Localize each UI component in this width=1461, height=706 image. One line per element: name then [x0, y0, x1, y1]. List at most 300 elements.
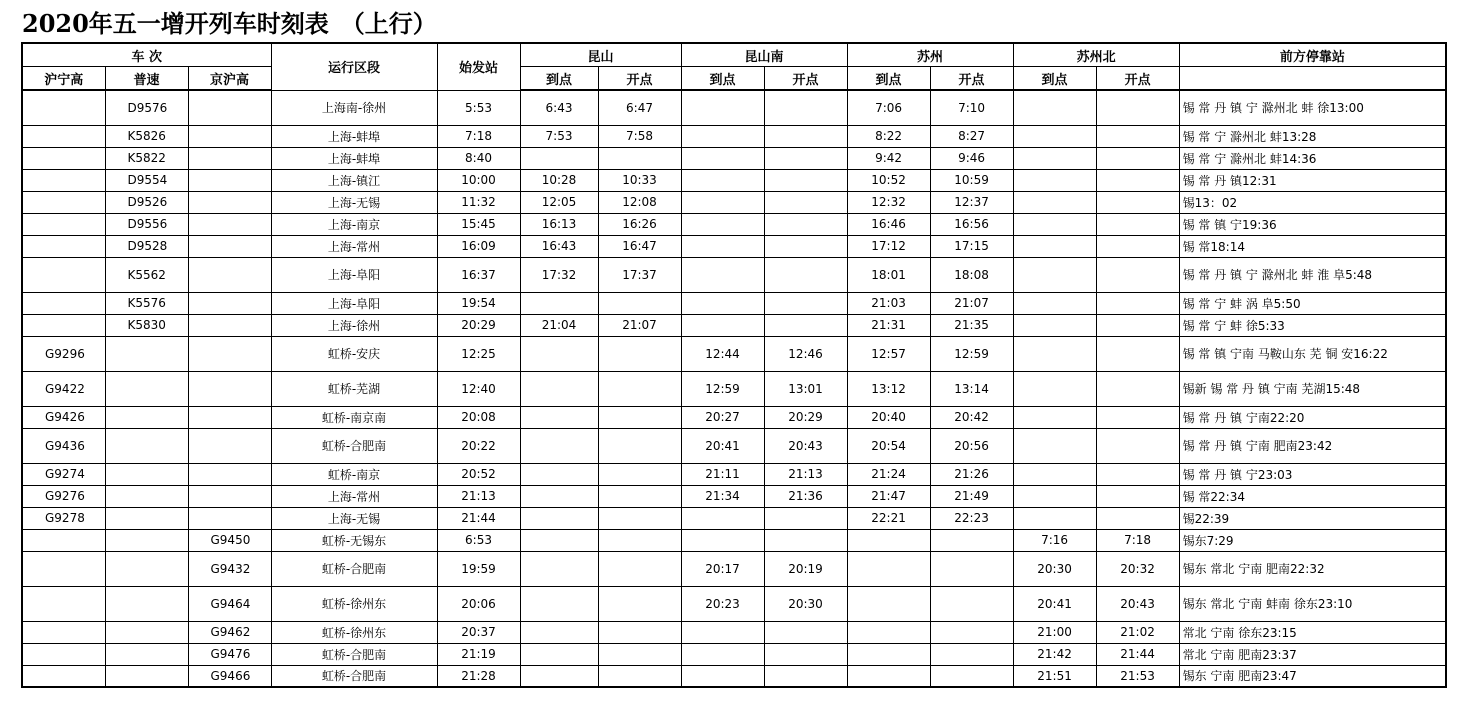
cell-origin-time: 10:00 [437, 169, 520, 191]
cell-suzhou-depart: 20:42 [930, 406, 1013, 428]
cell-suzhoubei-arrive [1013, 169, 1096, 191]
cell-suzhou-depart: 13:14 [930, 371, 1013, 406]
cell-suzhoubei-arrive: 20:30 [1013, 551, 1096, 586]
cell-kunshan-arrive: 21:04 [520, 314, 598, 336]
cell-next-stops: 锡 常18:14 [1179, 235, 1446, 257]
cell-route: 虹桥-徐州东 [271, 621, 437, 643]
cell-kunshan-arrive [520, 406, 598, 428]
cell-suzhou-depart [930, 529, 1013, 551]
cell-suzhou-arrive: 9:42 [847, 147, 930, 169]
cell-kunshan-depart [598, 406, 681, 428]
cell-kunshan-arrive [520, 147, 598, 169]
header-route: 运行区段 [271, 43, 437, 90]
cell-kunshannan-depart [764, 643, 847, 665]
cell-route: 上海-无锡 [271, 507, 437, 529]
cell-next-stops: 锡13：02 [1179, 191, 1446, 213]
table-row [22, 463, 1446, 485]
cell-next-stops: 锡 常22:34 [1179, 485, 1446, 507]
cell-pu-su-train [105, 371, 188, 406]
cell-suzhoubei-arrive [1013, 257, 1096, 292]
cell-jing-hu-gao-train [188, 235, 271, 257]
header-depart: 开点 [764, 67, 847, 91]
cell-kunshannan-arrive: 20:23 [681, 586, 764, 621]
cell-suzhoubei-depart: 21:02 [1096, 621, 1179, 643]
cell-suzhoubei-arrive [1013, 235, 1096, 257]
cell-hu-ning-gao-train [22, 292, 105, 314]
cell-origin-time: 20:52 [437, 463, 520, 485]
cell-kunshan-depart [598, 428, 681, 463]
cell-suzhoubei-depart [1096, 406, 1179, 428]
cell-suzhoubei-arrive: 21:51 [1013, 665, 1096, 687]
cell-next-stops: 锡东 常北 宁南 肥南22:32 [1179, 551, 1446, 586]
cell-kunshan-depart: 17:37 [598, 257, 681, 292]
cell-suzhou-arrive [847, 643, 930, 665]
cell-suzhou-arrive: 7:06 [847, 90, 930, 125]
cell-pu-su-train [105, 463, 188, 485]
cell-suzhoubei-depart [1096, 485, 1179, 507]
cell-suzhou-depart: 21:35 [930, 314, 1013, 336]
cell-kunshan-arrive [520, 621, 598, 643]
cell-next-stops: 锡东7:29 [1179, 529, 1446, 551]
cell-hu-ning-gao-train: G9278 [22, 507, 105, 529]
cell-kunshannan-arrive [681, 643, 764, 665]
cell-next-stops: 锡 常 镇 宁南 马鞍山东 芜 铜 安16:22 [1179, 336, 1446, 371]
cell-suzhou-depart: 20:56 [930, 428, 1013, 463]
page-title: 2020年五一增开列车时刻表 （上行） [22, 9, 437, 38]
cell-kunshan-arrive: 16:43 [520, 235, 598, 257]
cell-jing-hu-gao-train [188, 371, 271, 406]
cell-hu-ning-gao-train [22, 586, 105, 621]
cell-route: 虹桥-安庆 [271, 336, 437, 371]
cell-suzhoubei-depart [1096, 90, 1179, 125]
cell-origin-time: 5:53 [437, 90, 520, 125]
cell-suzhoubei-depart [1096, 257, 1179, 292]
cell-kunshannan-depart [764, 169, 847, 191]
header-station-kunshannan: 昆山南 [681, 43, 847, 67]
cell-kunshannan-arrive: 20:41 [681, 428, 764, 463]
cell-next-stops: 锡 常 镇 宁19:36 [1179, 213, 1446, 235]
cell-origin-time: 20:08 [437, 406, 520, 428]
cell-route: 上海-无锡 [271, 191, 437, 213]
cell-suzhoubei-depart [1096, 235, 1179, 257]
cell-pu-su-train [105, 529, 188, 551]
cell-suzhoubei-depart [1096, 125, 1179, 147]
cell-kunshan-arrive [520, 586, 598, 621]
cell-suzhou-depart: 22:23 [930, 507, 1013, 529]
header-depart: 开点 [598, 67, 681, 91]
cell-suzhoubei-arrive [1013, 90, 1096, 125]
cell-hu-ning-gao-train [22, 551, 105, 586]
cell-suzhoubei-arrive [1013, 213, 1096, 235]
cell-kunshannan-depart [764, 125, 847, 147]
cell-pu-su-train [105, 586, 188, 621]
cell-route: 虹桥-徐州东 [271, 586, 437, 621]
cell-suzhou-depart: 21:49 [930, 485, 1013, 507]
cell-suzhou-depart: 21:26 [930, 463, 1013, 485]
table-row [22, 235, 1446, 257]
cell-origin-time: 12:40 [437, 371, 520, 406]
cell-suzhoubei-depart [1096, 336, 1179, 371]
cell-jing-hu-gao-train [188, 336, 271, 371]
cell-origin-time: 15:45 [437, 213, 520, 235]
cell-pu-su-train [105, 665, 188, 687]
cell-kunshannan-arrive: 20:27 [681, 406, 764, 428]
cell-route: 上海-镇江 [271, 169, 437, 191]
cell-suzhoubei-arrive: 7:16 [1013, 529, 1096, 551]
cell-jing-hu-gao-train: G9476 [188, 643, 271, 665]
cell-origin-time: 21:19 [437, 643, 520, 665]
cell-route: 虹桥-无锡东 [271, 529, 437, 551]
cell-kunshannan-depart: 20:30 [764, 586, 847, 621]
cell-suzhou-depart: 17:15 [930, 235, 1013, 257]
cell-kunshan-depart [598, 147, 681, 169]
cell-next-stops: 常北 宁南 肥南23:37 [1179, 643, 1446, 665]
cell-suzhou-depart [930, 551, 1013, 586]
cell-kunshannan-arrive [681, 257, 764, 292]
cell-kunshannan-depart: 20:43 [764, 428, 847, 463]
cell-route: 上海-南京 [271, 213, 437, 235]
cell-suzhoubei-arrive [1013, 485, 1096, 507]
cell-kunshannan-depart [764, 90, 847, 125]
table-row [22, 257, 1446, 292]
cell-jing-hu-gao-train [188, 314, 271, 336]
cell-kunshannan-arrive: 21:34 [681, 485, 764, 507]
cell-kunshan-depart: 7:58 [598, 125, 681, 147]
cell-suzhou-arrive: 16:46 [847, 213, 930, 235]
cell-jing-hu-gao-train [188, 257, 271, 292]
cell-next-stops: 锡 常 丹 镇 宁南 肥南23:42 [1179, 428, 1446, 463]
cell-suzhoubei-arrive [1013, 147, 1096, 169]
cell-route: 上海-常州 [271, 235, 437, 257]
cell-suzhoubei-arrive [1013, 191, 1096, 213]
cell-origin-time: 19:59 [437, 551, 520, 586]
cell-route: 虹桥-南京南 [271, 406, 437, 428]
cell-pu-su-train: K5830 [105, 314, 188, 336]
cell-next-stops: 锡 常 丹 镇 宁23:03 [1179, 463, 1446, 485]
cell-suzhou-arrive [847, 665, 930, 687]
cell-route: 虹桥-合肥南 [271, 551, 437, 586]
cell-hu-ning-gao-train: G9422 [22, 371, 105, 406]
cell-jing-hu-gao-train [188, 485, 271, 507]
cell-kunshannan-depart [764, 621, 847, 643]
cell-suzhou-depart: 18:08 [930, 257, 1013, 292]
cell-route: 上海-常州 [271, 485, 437, 507]
cell-origin-time: 20:29 [437, 314, 520, 336]
table-row [22, 406, 1446, 428]
cell-pu-su-train: K5562 [105, 257, 188, 292]
cell-kunshan-arrive [520, 507, 598, 529]
header-pu-su: 普速 [105, 67, 188, 91]
table-row [22, 643, 1446, 665]
cell-kunshannan-depart [764, 213, 847, 235]
cell-kunshan-arrive: 6:43 [520, 90, 598, 125]
header-row-2 [22, 67, 1446, 91]
cell-suzhou-arrive: 20:54 [847, 428, 930, 463]
cell-pu-su-train [105, 643, 188, 665]
cell-kunshan-arrive [520, 428, 598, 463]
header-station-suzhou: 苏州 [847, 43, 1013, 67]
cell-kunshan-arrive [520, 292, 598, 314]
cell-kunshannan-depart [764, 507, 847, 529]
cell-jing-hu-gao-train [188, 125, 271, 147]
cell-kunshan-depart: 10:33 [598, 169, 681, 191]
cell-route: 上海-蚌埠 [271, 125, 437, 147]
header-jing-hu-gao: 京沪高 [188, 67, 271, 91]
cell-next-stops: 锡 常 丹 镇12:31 [1179, 169, 1446, 191]
cell-jing-hu-gao-train [188, 169, 271, 191]
cell-kunshan-depart [598, 371, 681, 406]
cell-suzhou-depart [930, 586, 1013, 621]
cell-kunshannan-depart: 20:29 [764, 406, 847, 428]
cell-kunshannan-arrive [681, 292, 764, 314]
cell-kunshan-depart [598, 485, 681, 507]
cell-hu-ning-gao-train [22, 169, 105, 191]
cell-suzhou-arrive: 8:22 [847, 125, 930, 147]
cell-pu-su-train [105, 406, 188, 428]
cell-kunshan-depart [598, 292, 681, 314]
cell-kunshannan-depart [764, 235, 847, 257]
table-row [22, 586, 1446, 621]
cell-pu-su-train: K5576 [105, 292, 188, 314]
cell-route: 虹桥-芜湖 [271, 371, 437, 406]
cell-next-stops: 锡 常 丹 镇 宁 滁州北 蚌 徐13:00 [1179, 90, 1446, 125]
cell-kunshannan-arrive [681, 147, 764, 169]
cell-suzhoubei-depart: 7:18 [1096, 529, 1179, 551]
header-arrive: 到点 [847, 67, 930, 91]
cell-next-stops: 锡22:39 [1179, 507, 1446, 529]
cell-suzhou-arrive: 22:21 [847, 507, 930, 529]
cell-kunshan-depart [598, 551, 681, 586]
header-arrive: 到点 [681, 67, 764, 91]
cell-hu-ning-gao-train [22, 191, 105, 213]
cell-pu-su-train: D9526 [105, 191, 188, 213]
cell-pu-su-train: D9528 [105, 235, 188, 257]
table-row [22, 147, 1446, 169]
table-row [22, 529, 1446, 551]
cell-suzhoubei-depart: 20:43 [1096, 586, 1179, 621]
cell-route: 虹桥-合肥南 [271, 665, 437, 687]
header-depart: 开点 [1096, 67, 1179, 91]
cell-kunshannan-arrive [681, 507, 764, 529]
cell-suzhoubei-arrive [1013, 314, 1096, 336]
cell-jing-hu-gao-train: G9462 [188, 621, 271, 643]
cell-next-stops: 锡 常 宁 蚌 涡 阜5:50 [1179, 292, 1446, 314]
cell-jing-hu-gao-train [188, 90, 271, 125]
cell-suzhoubei-arrive [1013, 292, 1096, 314]
cell-suzhou-arrive [847, 529, 930, 551]
cell-suzhoubei-arrive [1013, 371, 1096, 406]
cell-kunshannan-depart: 21:13 [764, 463, 847, 485]
cell-kunshan-arrive [520, 529, 598, 551]
table-row [22, 551, 1446, 586]
cell-hu-ning-gao-train [22, 213, 105, 235]
cell-origin-time: 6:53 [437, 529, 520, 551]
cell-suzhou-arrive: 21:47 [847, 485, 930, 507]
cell-next-stops: 锡东 宁南 肥南23:47 [1179, 665, 1446, 687]
cell-origin-time: 7:18 [437, 125, 520, 147]
cell-suzhoubei-arrive [1013, 507, 1096, 529]
cell-kunshannan-depart: 12:46 [764, 336, 847, 371]
cell-kunshannan-arrive: 12:44 [681, 336, 764, 371]
cell-suzhoubei-arrive [1013, 125, 1096, 147]
cell-hu-ning-gao-train [22, 147, 105, 169]
cell-hu-ning-gao-train [22, 529, 105, 551]
cell-jing-hu-gao-train [188, 463, 271, 485]
cell-suzhou-depart: 12:59 [930, 336, 1013, 371]
cell-suzhoubei-depart [1096, 292, 1179, 314]
table-row [22, 485, 1446, 507]
header-depart: 开点 [930, 67, 1013, 91]
cell-kunshan-arrive: 16:13 [520, 213, 598, 235]
cell-suzhou-arrive: 12:57 [847, 336, 930, 371]
header-origin: 始发站 [437, 43, 520, 90]
cell-suzhou-depart [930, 643, 1013, 665]
cell-suzhou-arrive [847, 621, 930, 643]
cell-suzhoubei-depart [1096, 191, 1179, 213]
cell-suzhoubei-depart [1096, 213, 1179, 235]
cell-kunshannan-arrive [681, 90, 764, 125]
cell-route: 虹桥-合肥南 [271, 643, 437, 665]
table-row [22, 191, 1446, 213]
cell-kunshan-depart: 6:47 [598, 90, 681, 125]
cell-hu-ning-gao-train: G9276 [22, 485, 105, 507]
cell-jing-hu-gao-train [188, 406, 271, 428]
header-station-suzhoubei: 苏州北 [1013, 43, 1179, 67]
cell-origin-time: 12:25 [437, 336, 520, 371]
cell-pu-su-train [105, 621, 188, 643]
cell-suzhou-depart: 8:27 [930, 125, 1013, 147]
header-next-stops: 前方停靠站 [1179, 43, 1446, 67]
cell-kunshan-arrive [520, 336, 598, 371]
cell-hu-ning-gao-train [22, 621, 105, 643]
cell-kunshan-arrive [520, 463, 598, 485]
cell-jing-hu-gao-train: G9432 [188, 551, 271, 586]
cell-jing-hu-gao-train [188, 213, 271, 235]
cell-suzhoubei-arrive: 20:41 [1013, 586, 1096, 621]
cell-suzhou-arrive: 17:12 [847, 235, 930, 257]
cell-kunshan-depart [598, 643, 681, 665]
table-row [22, 336, 1446, 371]
cell-suzhoubei-depart [1096, 428, 1179, 463]
cell-suzhoubei-depart: 20:32 [1096, 551, 1179, 586]
cell-kunshan-arrive: 7:53 [520, 125, 598, 147]
cell-kunshannan-depart: 21:36 [764, 485, 847, 507]
cell-suzhoubei-arrive [1013, 428, 1096, 463]
cell-jing-hu-gao-train [188, 191, 271, 213]
cell-pu-su-train: K5822 [105, 147, 188, 169]
cell-origin-time: 21:28 [437, 665, 520, 687]
header-arrive: 到点 [520, 67, 598, 91]
cell-suzhoubei-depart [1096, 147, 1179, 169]
table-row [22, 507, 1446, 529]
cell-kunshan-arrive [520, 551, 598, 586]
cell-suzhoubei-depart [1096, 371, 1179, 406]
cell-kunshannan-arrive [681, 235, 764, 257]
cell-route: 上海-阜阳 [271, 257, 437, 292]
cell-kunshan-arrive [520, 485, 598, 507]
table-row [22, 213, 1446, 235]
cell-suzhoubei-arrive [1013, 336, 1096, 371]
cell-kunshannan-arrive [681, 169, 764, 191]
cell-next-stops: 常北 宁南 徐东23:15 [1179, 621, 1446, 643]
cell-suzhou-arrive: 10:52 [847, 169, 930, 191]
cell-hu-ning-gao-train [22, 235, 105, 257]
cell-kunshannan-arrive [681, 213, 764, 235]
cell-kunshan-depart [598, 507, 681, 529]
cell-jing-hu-gao-train [188, 507, 271, 529]
cell-jing-hu-gao-train: G9466 [188, 665, 271, 687]
cell-suzhou-arrive: 12:32 [847, 191, 930, 213]
cell-pu-su-train [105, 485, 188, 507]
cell-next-stops: 锡东 常北 宁南 蚌南 徐东23:10 [1179, 586, 1446, 621]
header-hu-ning-gao: 沪宁高 [22, 67, 105, 91]
cell-kunshan-depart [598, 586, 681, 621]
timetable-body [22, 90, 1446, 687]
cell-jing-hu-gao-train: G9464 [188, 586, 271, 621]
cell-kunshannan-arrive [681, 314, 764, 336]
cell-kunshan-arrive: 12:05 [520, 191, 598, 213]
cell-jing-hu-gao-train [188, 428, 271, 463]
table-row [22, 314, 1446, 336]
cell-kunshan-depart [598, 665, 681, 687]
cell-kunshannan-depart [764, 147, 847, 169]
cell-next-stops: 锡 常 丹 镇 宁 滁州北 蚌 淮 阜5:48 [1179, 257, 1446, 292]
table-row [22, 665, 1446, 687]
cell-origin-time: 20:06 [437, 586, 520, 621]
cell-suzhoubei-depart [1096, 463, 1179, 485]
cell-pu-su-train: D9576 [105, 90, 188, 125]
cell-kunshannan-depart [764, 665, 847, 687]
cell-kunshan-arrive [520, 371, 598, 406]
cell-origin-time: 19:54 [437, 292, 520, 314]
cell-hu-ning-gao-train [22, 125, 105, 147]
cell-suzhoubei-depart: 21:44 [1096, 643, 1179, 665]
cell-kunshan-depart: 21:07 [598, 314, 681, 336]
cell-kunshan-depart [598, 463, 681, 485]
cell-pu-su-train [105, 428, 188, 463]
cell-suzhou-depart: 21:07 [930, 292, 1013, 314]
cell-origin-time: 20:37 [437, 621, 520, 643]
cell-kunshannan-arrive [681, 665, 764, 687]
cell-kunshannan-depart: 20:19 [764, 551, 847, 586]
cell-kunshannan-arrive [681, 621, 764, 643]
cell-kunshan-depart: 12:08 [598, 191, 681, 213]
cell-route: 上海-蚌埠 [271, 147, 437, 169]
cell-kunshannan-depart: 13:01 [764, 371, 847, 406]
cell-kunshannan-arrive [681, 529, 764, 551]
header-row-1 [22, 43, 1446, 67]
cell-origin-time: 8:40 [437, 147, 520, 169]
cell-next-stops: 锡 常 宁 滁州北 蚌13:28 [1179, 125, 1446, 147]
header-blank [1179, 67, 1446, 91]
cell-kunshannan-arrive [681, 191, 764, 213]
cell-kunshannan-arrive: 21:11 [681, 463, 764, 485]
cell-origin-time: 16:37 [437, 257, 520, 292]
cell-suzhoubei-depart [1096, 507, 1179, 529]
cell-route: 虹桥-合肥南 [271, 428, 437, 463]
cell-origin-time: 21:44 [437, 507, 520, 529]
cell-suzhou-depart: 16:56 [930, 213, 1013, 235]
cell-jing-hu-gao-train: G9450 [188, 529, 271, 551]
cell-pu-su-train: K5826 [105, 125, 188, 147]
cell-route: 上海-阜阳 [271, 292, 437, 314]
cell-suzhou-depart: 7:10 [930, 90, 1013, 125]
cell-pu-su-train: D9554 [105, 169, 188, 191]
cell-suzhoubei-depart [1096, 169, 1179, 191]
cell-kunshan-arrive: 10:28 [520, 169, 598, 191]
cell-hu-ning-gao-train: G9274 [22, 463, 105, 485]
cell-kunshannan-arrive [681, 125, 764, 147]
